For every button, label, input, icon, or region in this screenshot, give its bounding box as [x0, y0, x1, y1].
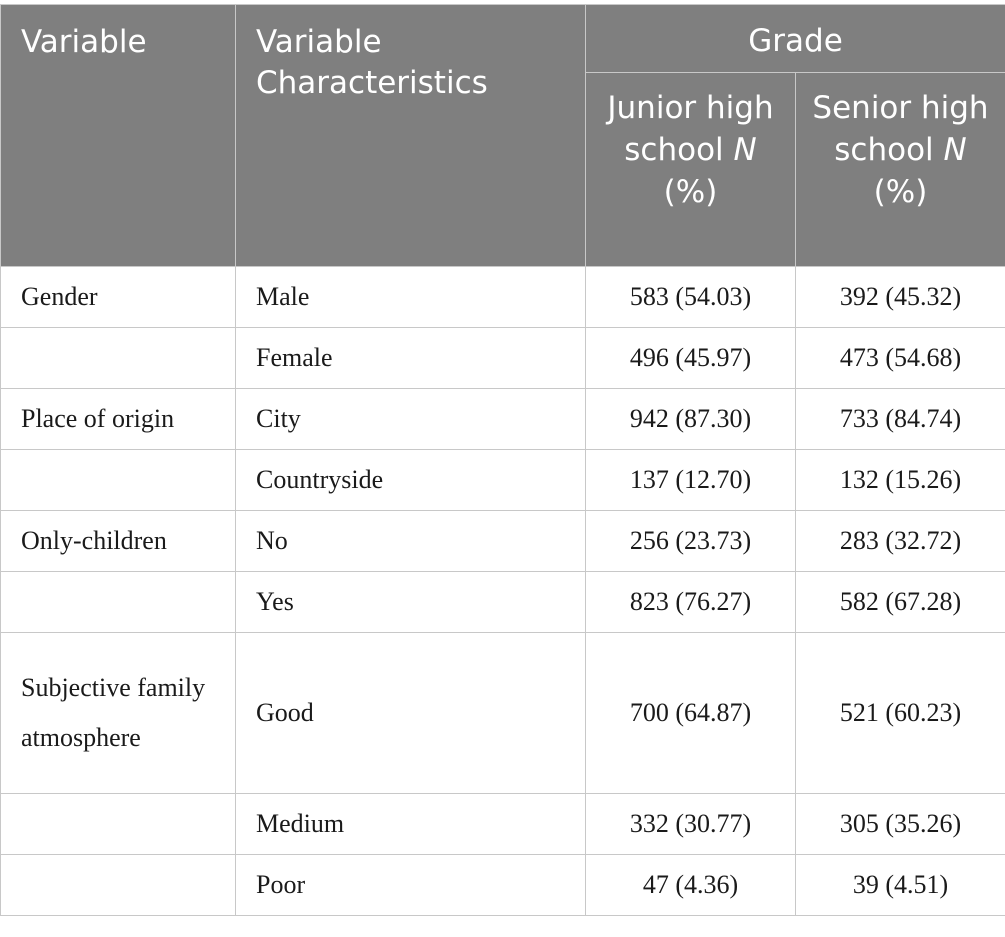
- cell-senior: 283 (32.72): [796, 511, 1005, 572]
- cell-variable: [1, 450, 236, 511]
- cell-senior: 521 (60.23): [796, 633, 1005, 794]
- table-row: [1, 450, 1005, 511]
- cell-characteristic: Good: [236, 633, 586, 794]
- table-row: [1, 855, 1005, 916]
- table-row: [1, 572, 1005, 633]
- cell-senior: 473 (54.68): [796, 328, 1005, 389]
- cell-variable: [1, 572, 236, 633]
- header-row: [1, 5, 1005, 73]
- cell-characteristic: Medium: [236, 794, 586, 855]
- header-characteristics: Variable Characteristics: [236, 5, 586, 267]
- cell-junior: 583 (54.03): [586, 267, 796, 328]
- cell-junior: 823 (76.27): [586, 572, 796, 633]
- cell-variable: Only-children: [1, 511, 236, 572]
- cell-junior: 47 (4.36): [586, 855, 796, 916]
- header-grade: Grade: [586, 5, 1005, 73]
- cell-characteristic: Male: [236, 267, 586, 328]
- table-row: [1, 389, 1005, 450]
- demographics-table: [0, 4, 1005, 916]
- header-junior-text: Junior high school: [607, 90, 774, 168]
- table-row: [1, 794, 1005, 855]
- header-senior-text: Senior high school: [812, 90, 989, 168]
- cell-senior: 733 (84.74): [796, 389, 1005, 450]
- cell-variable: [1, 794, 236, 855]
- cell-junior: 332 (30.77): [586, 794, 796, 855]
- table-body: [1, 267, 1005, 916]
- header-senior-n: N: [943, 132, 967, 168]
- cell-senior: 582 (67.28): [796, 572, 1005, 633]
- cell-characteristic: Female: [236, 328, 586, 389]
- table-row: [1, 511, 1005, 572]
- header-senior-pct: (%): [873, 174, 928, 210]
- cell-junior: 496 (45.97): [586, 328, 796, 389]
- cell-variable: Subjective family atmosphere: [1, 633, 236, 794]
- cell-senior: 39 (4.51): [796, 855, 1005, 916]
- table-row: [1, 633, 1005, 794]
- cell-variable: Place of origin: [1, 389, 236, 450]
- cell-senior: 132 (15.26): [796, 450, 1005, 511]
- cell-characteristic: Yes: [236, 572, 586, 633]
- table-row: [1, 328, 1005, 389]
- cell-variable: [1, 328, 236, 389]
- table-row: [1, 267, 1005, 328]
- header-senior: [796, 73, 1005, 267]
- cell-variable: [1, 855, 236, 916]
- cell-junior: 942 (87.30): [586, 389, 796, 450]
- cell-junior: 256 (23.73): [586, 511, 796, 572]
- cell-characteristic: Poor: [236, 855, 586, 916]
- cell-characteristic: City: [236, 389, 586, 450]
- cell-senior: 392 (45.32): [796, 267, 1005, 328]
- cell-characteristic: Countryside: [236, 450, 586, 511]
- header-junior: [586, 73, 796, 267]
- header-variable: Variable: [1, 5, 236, 267]
- cell-junior: 137 (12.70): [586, 450, 796, 511]
- cell-junior: 700 (64.87): [586, 633, 796, 794]
- cell-characteristic: No: [236, 511, 586, 572]
- cell-senior: 305 (35.26): [796, 794, 1005, 855]
- header-junior-n: N: [733, 132, 757, 168]
- cell-variable: Gender: [1, 267, 236, 328]
- table-header: [1, 5, 1005, 267]
- header-junior-pct: (%): [663, 174, 718, 210]
